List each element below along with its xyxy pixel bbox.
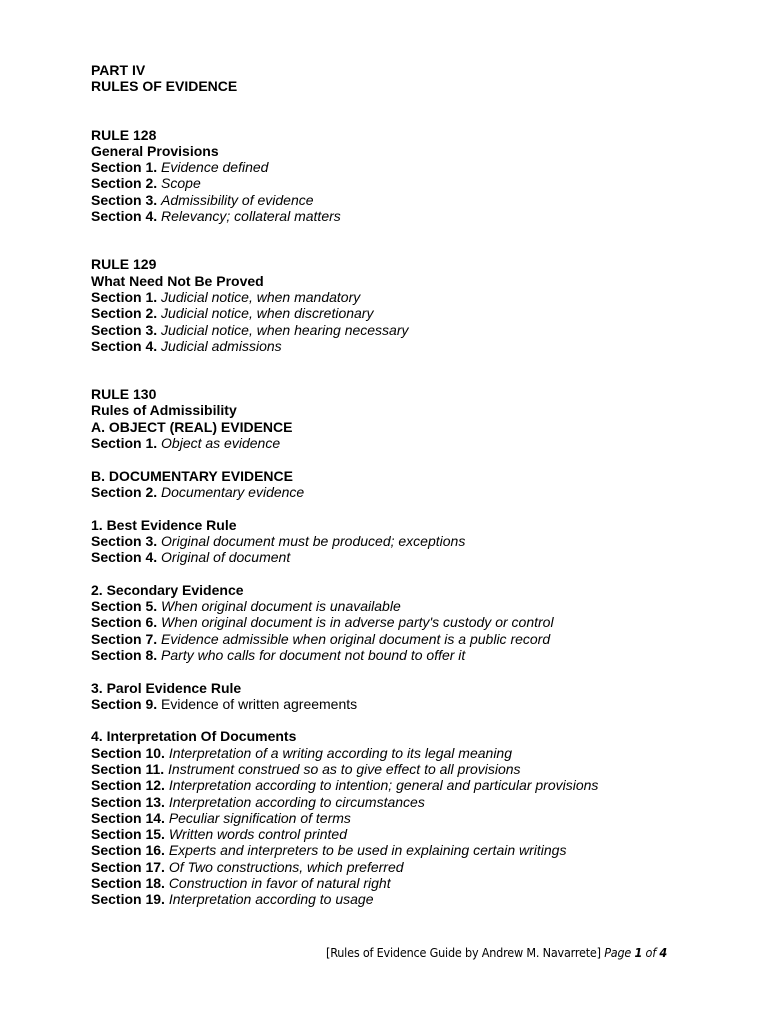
section-entry	[91, 435, 731, 451]
section-title: Documentary evidence	[161, 483, 305, 500]
section-title: Judicial notice, when discretionary	[161, 305, 374, 322]
section-entry	[91, 859, 731, 875]
object-evidence-heading: A. OBJECT (REAL) EVIDENCE	[91, 418, 293, 435]
section-label: Section 19.	[91, 891, 165, 908]
section-entry	[91, 598, 731, 614]
section-title: Judicial notice, when mandatory	[161, 288, 361, 305]
section-entry	[91, 810, 731, 826]
section-label: Section 17.	[91, 858, 165, 875]
section-entry	[91, 305, 731, 321]
section-entry	[91, 159, 731, 175]
section-title: Of Two constructions, which preferred	[168, 858, 404, 875]
section-entry	[91, 533, 731, 549]
footer-guide-title: [Rules of Evidence Guide by Andrew M. Navarrete]	[326, 945, 601, 960]
section-entry	[91, 631, 731, 647]
section-title: Original document must be produced; exceptions	[161, 532, 466, 549]
rule-130-title: Rules of Admissibility	[91, 402, 237, 419]
section-label: Section 1.	[91, 159, 158, 176]
documentary-evidence-sections	[91, 484, 731, 500]
section-entry	[91, 549, 731, 565]
footer-page-current: 1	[634, 945, 643, 960]
interpretation-sections	[91, 745, 731, 908]
section-entry	[91, 745, 731, 761]
section-label: Section 9.	[91, 695, 158, 712]
section-title: Interpretation of a writing according to its legal meaning	[168, 744, 513, 761]
part-title: RULES OF EVIDENCE	[91, 78, 238, 95]
section-entry	[91, 794, 731, 810]
section-entry	[91, 484, 731, 500]
section-label: Section 2.	[91, 483, 158, 500]
section-label: Section 18.	[91, 875, 165, 892]
secondary-evidence-heading: 2. Secondary Evidence	[91, 581, 244, 598]
document-body	[91, 62, 731, 908]
best-evidence-heading: 1. Best Evidence Rule	[91, 516, 237, 533]
section-label: Section 14.	[91, 809, 165, 826]
section-title: Party who calls for document not bound to offer it	[161, 646, 466, 663]
section-label: Section 10.	[91, 744, 165, 761]
parol-evidence-sections	[91, 696, 731, 712]
rule-129-sections	[91, 289, 731, 354]
section-title: Construction in favor of natural right	[168, 875, 391, 892]
best-evidence-sections	[91, 533, 731, 566]
section-label: Section 15.	[91, 826, 165, 843]
section-title: Interpretation according to usage	[168, 891, 374, 908]
footer-of-word: of	[645, 945, 656, 960]
section-title: Interpretation according to intention; general and particular provisions	[168, 777, 599, 794]
section-label: Section 12.	[91, 777, 165, 794]
section-label: Section 3.	[91, 321, 158, 338]
section-entry	[91, 875, 731, 891]
section-label: Section 13.	[91, 793, 165, 810]
section-title: Written words control printed	[168, 826, 347, 843]
section-title: When original document is unavailable	[161, 598, 401, 615]
secondary-evidence-sections	[91, 598, 731, 663]
section-entry	[91, 338, 731, 354]
section-label: Section 6.	[91, 614, 158, 631]
section-entry	[91, 826, 731, 842]
section-title: Interpretation according to circumstances	[168, 793, 425, 810]
rule-128-title: General Provisions	[91, 142, 219, 159]
section-entry	[91, 192, 731, 208]
section-label: Section 3.	[91, 191, 158, 208]
section-title: Scope	[161, 175, 201, 192]
section-title: Admissibility of evidence	[161, 191, 314, 208]
rule-129-title: What Need Not Be Proved	[91, 272, 264, 289]
documentary-evidence-heading: B. DOCUMENTARY EVIDENCE	[91, 467, 293, 484]
section-entry	[91, 777, 731, 793]
section-label: Section 4.	[91, 549, 158, 566]
section-title: Evidence defined	[161, 159, 269, 176]
section-entry	[91, 208, 731, 224]
section-entry	[91, 647, 731, 663]
section-label: Section 7.	[91, 630, 158, 647]
section-title: Judicial notice, when hearing necessary	[161, 321, 409, 338]
rule-128-number: RULE 128	[91, 126, 157, 143]
section-title: Instrument construed so as to give effect to all provisions	[168, 760, 521, 777]
section-label: Section 8.	[91, 646, 158, 663]
section-entry	[91, 175, 731, 191]
section-label: Section 5.	[91, 598, 158, 615]
section-title: Evidence of written agreements	[161, 695, 358, 712]
part-number: PART IV	[91, 62, 146, 78]
section-label: Section 4.	[91, 337, 158, 354]
section-title: Judicial admissions	[161, 337, 282, 354]
footer-page-total: 4	[659, 945, 667, 960]
rule-130-number: RULE 130	[91, 386, 157, 403]
parol-evidence-heading: 3. Parol Evidence Rule	[91, 679, 242, 696]
section-entry	[91, 322, 731, 338]
interpretation-heading: 4. Interpretation Of Documents	[91, 728, 297, 745]
section-title: Relevancy; collateral matters	[161, 208, 341, 225]
section-title: Object as evidence	[161, 435, 281, 452]
section-label: Section 11.	[91, 760, 165, 777]
section-title: When original document is in adverse party's custody or control	[161, 614, 554, 631]
section-title: Peculiar signification of terms	[168, 809, 351, 826]
rule-129-number: RULE 129	[91, 256, 157, 273]
section-entry	[91, 614, 731, 630]
page-footer	[326, 945, 726, 961]
section-title: Evidence admissible when original document is a public record	[161, 630, 551, 647]
object-evidence-sections	[91, 435, 731, 451]
section-label: Section 1.	[91, 288, 158, 305]
section-title: Original of document	[161, 549, 291, 566]
section-entry	[91, 289, 731, 305]
section-label: Section 2.	[91, 305, 158, 322]
section-label: Section 16.	[91, 842, 165, 859]
section-label: Section 3.	[91, 532, 158, 549]
section-label: Section 1.	[91, 435, 158, 452]
section-label: Section 4.	[91, 208, 158, 225]
section-label: Section 2.	[91, 175, 158, 192]
section-entry	[91, 761, 731, 777]
section-entry	[91, 696, 731, 712]
footer-page-word: Page	[604, 945, 632, 960]
section-title: Experts and interpreters to be used in explaining certain writings	[168, 842, 567, 859]
rule-128-sections	[91, 159, 731, 224]
section-entry	[91, 842, 731, 858]
section-entry	[91, 891, 731, 907]
